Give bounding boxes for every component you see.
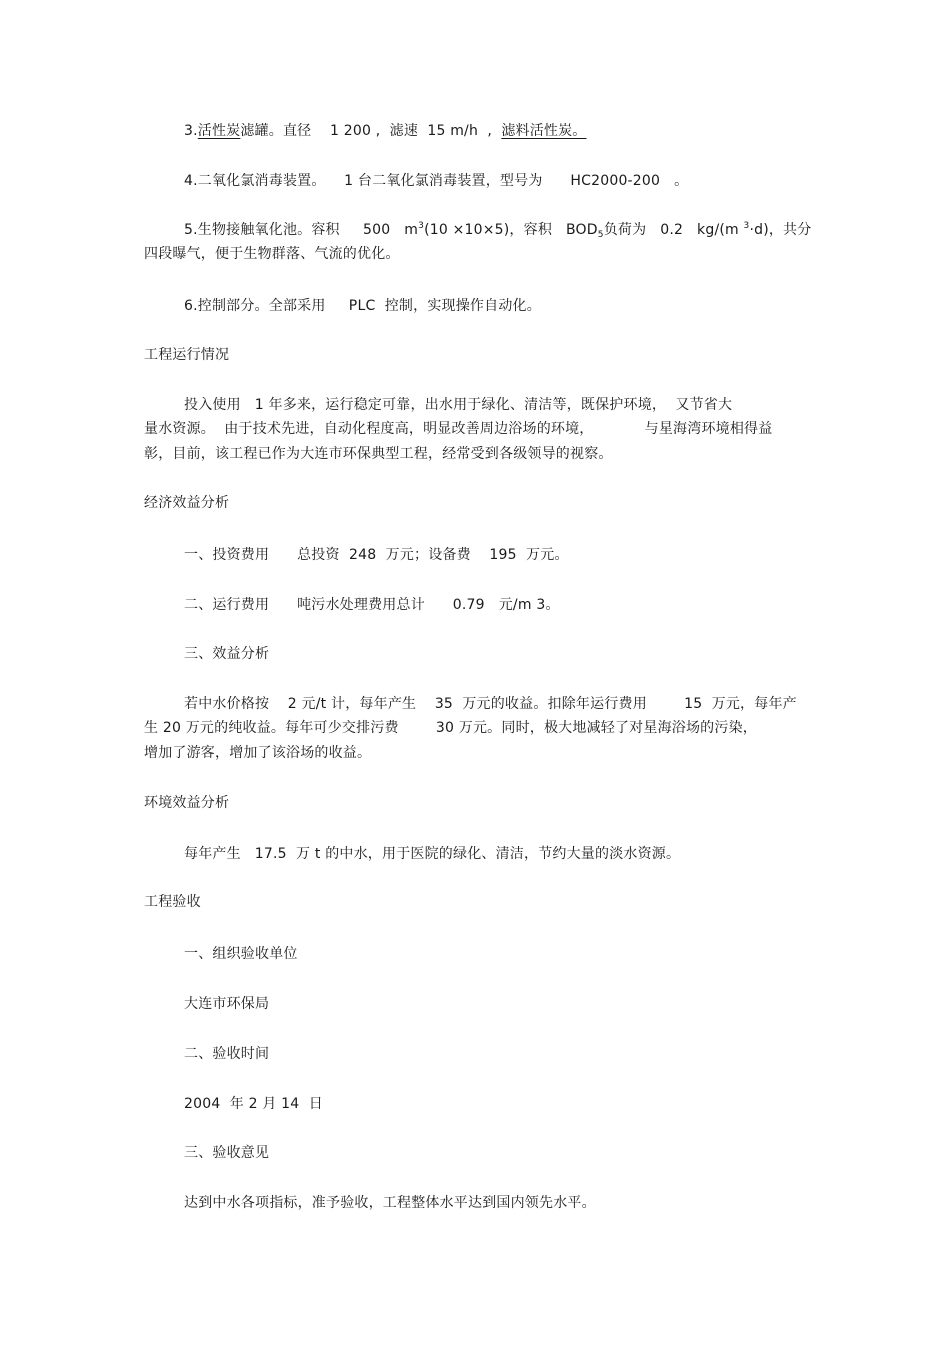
heading-economic: 经济效益分析 — [144, 495, 230, 511]
subscript: 5 — [597, 230, 604, 240]
acceptance-time-title: 二、验收时间 — [184, 1046, 270, 1062]
superscript: 3 — [418, 221, 425, 231]
item-text: (10 ×10×5)，容积 BOD — [424, 222, 598, 238]
economic-running-cost: 二、运行费用 吨污水处理费用总计 0.79 元/m 3。 — [184, 597, 560, 613]
acceptance-opinion-title: 三、验收意见 — [184, 1145, 270, 1161]
economic-benefit-line3: 增加了游客，增加了该浴场的收益。 — [144, 745, 372, 761]
item-text: ·d)，共分 — [749, 222, 812, 238]
acceptance-unit: 大连市环保局 — [184, 996, 270, 1012]
heading-acceptance: 工程验收 — [144, 894, 201, 910]
heading-operation: 工程运行情况 — [144, 347, 230, 363]
operation-paragraph-line2: 量水资源。 由于技术先进，自动化程度高，明显改善周边浴场的环境， 与星海湾环境相得益 — [144, 421, 773, 437]
superscript: 3 — [743, 221, 750, 231]
item-prefix: 3. — [184, 123, 198, 139]
underlined-term-activated-carbon: 活性炭 — [197, 123, 241, 139]
operation-paragraph-line3: 彰，目前，该工程已作为大连市环保典型工程，经常受到各级领导的视察。 — [144, 446, 613, 462]
item-control-section: 6.控制部分。全部采用 PLC 控制，实现操作自动化。 — [184, 298, 541, 314]
acceptance-opinion: 达到中水各项指标，准予验收，工程整体水平达到国内领先水平。 — [184, 1195, 596, 1211]
item-text: 滤罐。直径 1 200 , 滤速 15 m/h , — [240, 123, 502, 139]
economic-benefit-line2: 生 20 万元的纯收益。每年可少交排污费 30 万元。同时，极大地减轻了对星海浴场的污染， — [144, 720, 757, 736]
item-bio-contact-oxidation-line2: 四段曝气，便于生物群落、气流的优化。 — [144, 246, 400, 262]
environment-paragraph: 每年产生 17.5 万 t 的中水，用于医院的绿化、清洁，节约大量的淡水资源。 — [184, 846, 681, 862]
economic-benefit-title: 三、效益分析 — [184, 646, 270, 662]
operation-paragraph-line1: 投入使用 1 年多来，运行稳定可靠，出水用于绿化、清洁等，既保护环境， 又节省大 — [184, 397, 733, 413]
economic-benefit-line1: 若中水价格按 2 元/t 计，每年产生 35 万元的收益。扣除年运行费用 15 万元，每年产 — [184, 696, 797, 712]
acceptance-time: 2004 年 2 月 14 日 — [184, 1096, 323, 1112]
acceptance-unit-title: 一、组织验收单位 — [184, 946, 298, 962]
item-chlorine-dioxide-device: 4.二氧化氯消毒装置。 1 台二氧化氯消毒装置，型号为 HC2000-200 。 — [184, 173, 689, 189]
item-text: 负荷为 0.2 kg/(m — [603, 222, 744, 238]
heading-environment: 环境效益分析 — [144, 795, 230, 811]
item-bio-contact-oxidation-line1 — [184, 221, 811, 239]
economic-investment: 一、投资费用 总投资 248 万元；设备费 195 万元。 — [184, 547, 569, 563]
item-text: 5.生物接触氧化池。容积 500 m — [184, 222, 419, 238]
item-activated-carbon-filter — [184, 122, 587, 140]
underlined-term-filter-media: 滤料活性炭。 — [501, 123, 587, 139]
